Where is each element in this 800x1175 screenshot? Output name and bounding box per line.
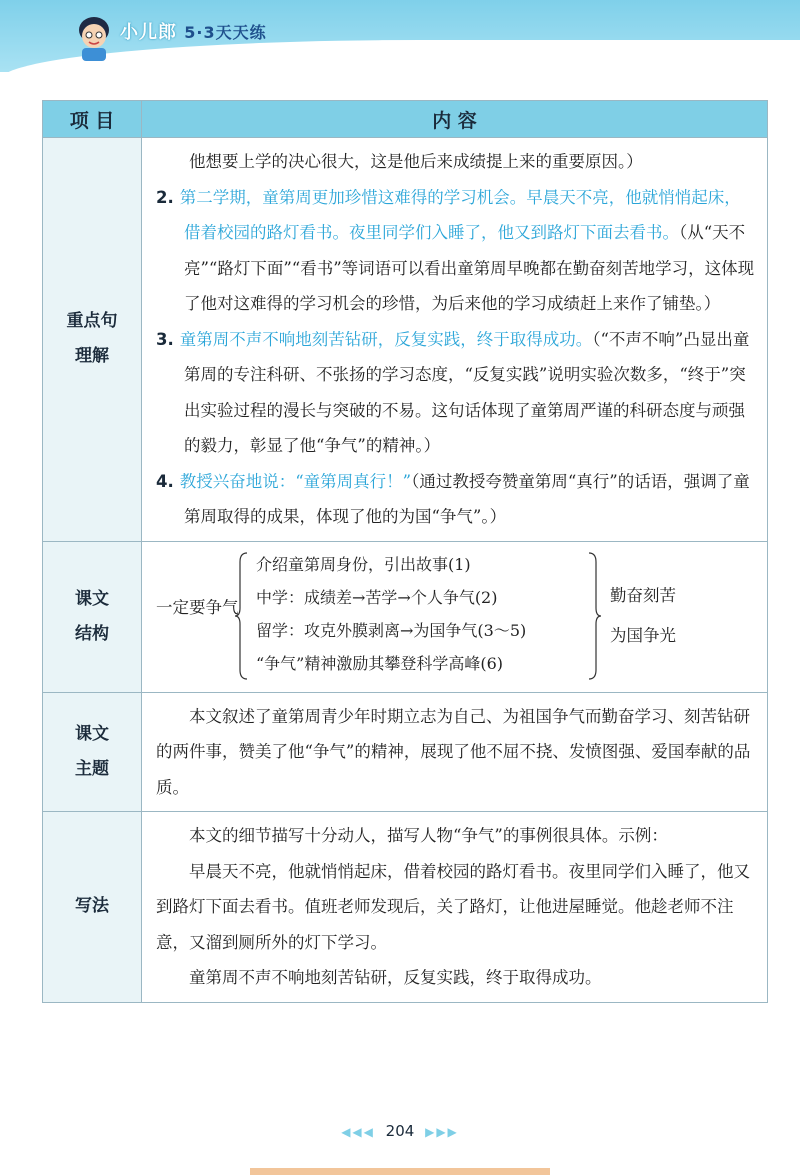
page-footer (0, 1122, 800, 1140)
header-content: 内 容 (142, 101, 768, 138)
quote-text: 童第周不声不响地刻苦钻研，反复实践，终于取得成功。 (179, 329, 593, 349)
page-number: 204 (385, 1122, 415, 1140)
carry-over-text: 他想要上学的决心很大，这是他后来成绩提上来的重要原因。） (189, 152, 643, 171)
quote-text: 教授兴奋地说：“童第周真行！” (179, 471, 412, 491)
boy-mascot-icon (72, 12, 116, 62)
label-line: 重点句 (66, 311, 118, 332)
structure-item: “争气”精神激励其攀登科学高峰(6) (256, 653, 504, 673)
structure-item: 中学：成绩差→苦学→个人争气(2) (256, 587, 498, 607)
left-arrows-icon: ◀◀◀ (341, 1125, 375, 1139)
structure-item: 留学：攻克外膜剥离→为国争气(3～5) (256, 620, 527, 640)
structure-conclusion (610, 576, 676, 656)
key-sentence-3 (156, 322, 757, 464)
item-number: 4. (156, 471, 174, 491)
label-line: 课文 (75, 588, 109, 609)
label-line: 课文 (75, 723, 109, 744)
conclusion-line: 勤奋刻苦 (610, 585, 676, 605)
brand-name: 小儿郎 (120, 22, 177, 43)
writing-para: 童第周不声不响地刻苦钻研，反复实践，终于取得成功。 (189, 968, 602, 987)
note-text: （“不声不响”凸显出童第周的专注科研、不张扬的学习态度，“反复实践”说明实验次数多，“终于”突出实验过程的漫长与突破的不易。这句话体现了童第周严谨的科研态度与顽强的毅力，彰显了他“争气”的精神。） (184, 329, 750, 455)
item-number: 2. (156, 187, 174, 207)
content-key-sentences (142, 138, 768, 542)
key-sentence-4 (156, 464, 757, 535)
row-key-sentences (43, 138, 768, 542)
brand-title (120, 18, 267, 44)
item-number: 3. (156, 329, 174, 349)
left-brace-icon (234, 552, 248, 680)
note-text: （通过教授夸赞童第周“真行”的话语，强调了童第周取得的成果，体现了他的为国“争气”。） (184, 471, 750, 526)
label-theme (43, 692, 142, 812)
writing-para: 早晨天不亮，他就悄悄起床，借着校园的路灯看书。夜里同学们入睡了，他又到路灯下面去看书。值班老师发现后，关了路灯，让他进屋睡觉。他趁老师不注意，又溜到厕所外的灯下学习。 (156, 861, 750, 952)
label-line: 结构 (75, 623, 109, 644)
quote-text: 第二学期，童第周更加珍惜这难得的学习机会。早晨天不亮，他就悄悄起床，借着校园的路灯看书。夜里同学们入睡了，他又到路灯下面去看书。 (179, 187, 741, 242)
label-structure (43, 541, 142, 692)
note-text: （从“天不亮”“路灯下面”“看书”等词语可以看出童第周早晚都在勤奋刻苦地学习，这体现了他对这难得的学习机会的珍惜，为后来他的学习成绩赶上来作了铺垫。） (184, 223, 755, 313)
row-writing (43, 812, 768, 1003)
label-key-sentences (43, 138, 142, 542)
brand-series: 5·3天天练 (184, 23, 267, 42)
right-arrows-icon: ▶▶▶ (425, 1125, 459, 1139)
content-theme (142, 692, 768, 812)
study-table (42, 100, 768, 1003)
table-header (43, 101, 768, 138)
label-line: 主题 (75, 758, 109, 779)
bottom-bar (250, 1168, 550, 1175)
label-line: 理解 (75, 346, 109, 367)
structure-items (256, 548, 526, 680)
key-sentence-2 (156, 180, 757, 322)
row-structure (43, 541, 768, 692)
content-structure (142, 541, 768, 692)
conclusion-line: 为国争光 (610, 625, 676, 645)
label-writing: 写法 (43, 812, 142, 1003)
structure-item: 介绍童第周身份，引出故事(1) (256, 554, 471, 574)
writing-para: 本文的细节描写十分动人，描写人物“争气”的事例很具体。示例： (189, 826, 668, 845)
structure-main-idea: 一定要争气 (156, 597, 239, 617)
header-curve (0, 40, 800, 80)
structure-diagram (148, 548, 761, 686)
row-theme (43, 692, 768, 812)
header-item: 项 目 (43, 101, 142, 138)
content-writing (142, 812, 768, 1003)
right-brace-icon (588, 552, 602, 680)
theme-text: 本文叙述了童第周青少年时期立志为自己、为祖国争气而勤奋学习、刻苦钻研的两件事，赞美了他“争气”的精神，展现了他不屈不挠、发愤图强、爱国奉献的品质。 (156, 706, 751, 797)
